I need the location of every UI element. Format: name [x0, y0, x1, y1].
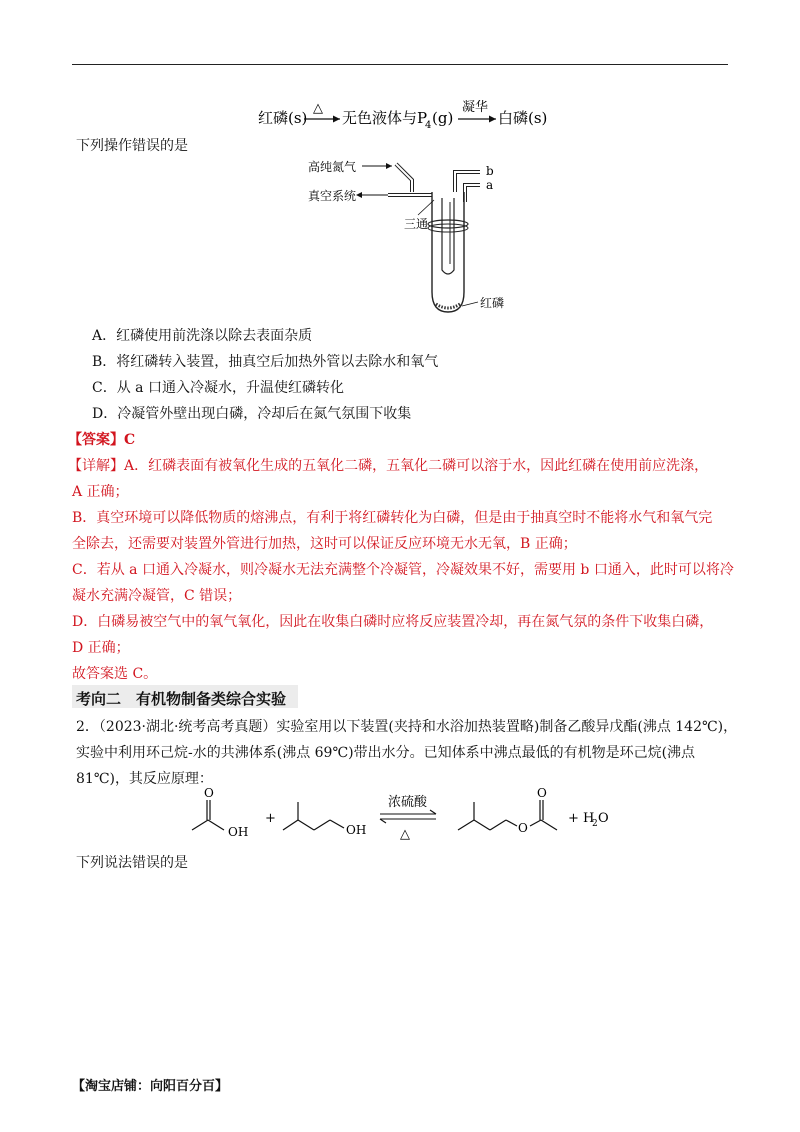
- label-port-a: a: [486, 178, 494, 192]
- water-prefix: + H: [568, 811, 595, 826]
- label-port-b: b: [486, 164, 494, 178]
- header-rule: [72, 64, 728, 65]
- isoamyl-acetate-structure: [458, 800, 557, 830]
- q2-prompt: 下列说法错误的是: [76, 855, 188, 871]
- product-mid: 无色液体与P: [342, 109, 428, 127]
- section-heading: 考向二 有机物制备类综合实验: [76, 690, 287, 708]
- inner-condenser: [442, 198, 454, 274]
- scheme-heat: △: [400, 827, 410, 842]
- label-red-phosphorus: 红磷: [480, 296, 505, 310]
- isoamyl-alcohol-structure: [283, 802, 344, 830]
- catalyst-label: 浓硫酸: [388, 795, 428, 810]
- arrow-2-head: [489, 116, 496, 123]
- answer: 【答案】C: [68, 432, 136, 448]
- arrow-1-head: [333, 116, 340, 123]
- apparatus-svg: [300, 152, 520, 322]
- explanation-line-7: D．白磷易被空气中的氧气氧化，因此在收集白磷时应将反应装置冷却，再在氮气氛的条件下收集白磷，: [72, 614, 714, 630]
- option-b: B．将红磷转入装置，抽真空后加热外管以去除水和氧气: [92, 354, 439, 370]
- label-vacuum: 真空系统: [308, 189, 357, 203]
- label-three-way: 三通: [404, 217, 429, 231]
- explanation-line-4: 全除去，还需要对装置外管进行加热，这时可以保证反应环境无水无氧，B 正确；: [72, 536, 577, 552]
- label-nitrogen: 高纯氮气: [308, 160, 357, 174]
- explanation-line-3: B．真空环境可以降低物质的熔沸点，有利于将红磷转化为白磷，但是由于抽真空时不能将水气和氧气完: [72, 510, 713, 526]
- product-mid-tail: (g): [432, 109, 454, 127]
- red-phosphorus-solid: [436, 304, 460, 308]
- acetic-acid-structure: [192, 800, 224, 830]
- option-a: A．红磷使用前洗涤以除去表面杂质: [92, 328, 313, 344]
- heat-symbol: △: [313, 101, 323, 116]
- water-subscript: 2: [592, 819, 598, 829]
- option-d: D．冷凝管外壁出现白磷，冷却后在氮气氛围下收集: [92, 406, 412, 422]
- reaction-equation: [0, 100, 800, 134]
- q2-line-1: 2．（2023·湖北·统考高考真题）实验室用以下装置(夹持和水浴加热装置略)制备乙酸异戊酯(沸点 142℃)，: [76, 719, 738, 735]
- explanation-line-1: 【详解】A．红磷表面有被氧化生成的五氧化二磷，五氧化二磷可以溶于水，因此红磷在使用前应洗涤，: [68, 458, 709, 474]
- conclusion: 故答案选 C。: [72, 666, 158, 682]
- ester-o: O: [518, 821, 528, 835]
- explanation-line-2: A 正确；: [72, 484, 129, 500]
- scheme-svg: [0, 786, 800, 856]
- alcohol-oh: OH: [346, 823, 367, 837]
- final-product: 白磷(s): [498, 109, 548, 127]
- q2-line-3: 81℃)，其反应原理：: [76, 771, 213, 787]
- q1-prompt: 下列操作错误的是: [76, 138, 188, 154]
- outer-tube: [432, 192, 464, 312]
- esterification-scheme: [0, 786, 800, 856]
- acid-oh: OH: [228, 825, 249, 839]
- p4-subscript: 4: [425, 120, 432, 131]
- q2-line-2: 实验中利用环己烷-水的共沸体系(沸点 69℃)带出水分。已知体系中沸点最低的有机物是环己烷(沸点: [76, 745, 696, 761]
- explanation-line-5: C．若从 a 口通入冷凝水，则冷凝水无法充满整个冷凝管，冷凝效果不好，需要用 b 口通入，此时可以将冷: [72, 562, 734, 578]
- sublimation-label: 凝华: [462, 100, 489, 115]
- footer: 【淘宝店铺：向阳百分百】: [72, 1079, 229, 1094]
- acid-carbonyl-o: O: [204, 786, 214, 800]
- plus-sign: +: [265, 811, 276, 826]
- ester-carbonyl-o: O: [537, 786, 547, 800]
- explanation-line-6: 凝水充满冷凝管，C 错误；: [72, 588, 242, 604]
- water-suffix: O: [598, 811, 609, 826]
- apparatus-figure: [300, 152, 520, 322]
- reaction-arrows: [0, 100, 800, 134]
- option-c: C．从 a 口通入冷凝水，升温使红磷转化: [92, 380, 344, 396]
- reactant-red-p: 红磷(s): [258, 109, 308, 127]
- explanation-line-8: D 正确；: [72, 640, 130, 656]
